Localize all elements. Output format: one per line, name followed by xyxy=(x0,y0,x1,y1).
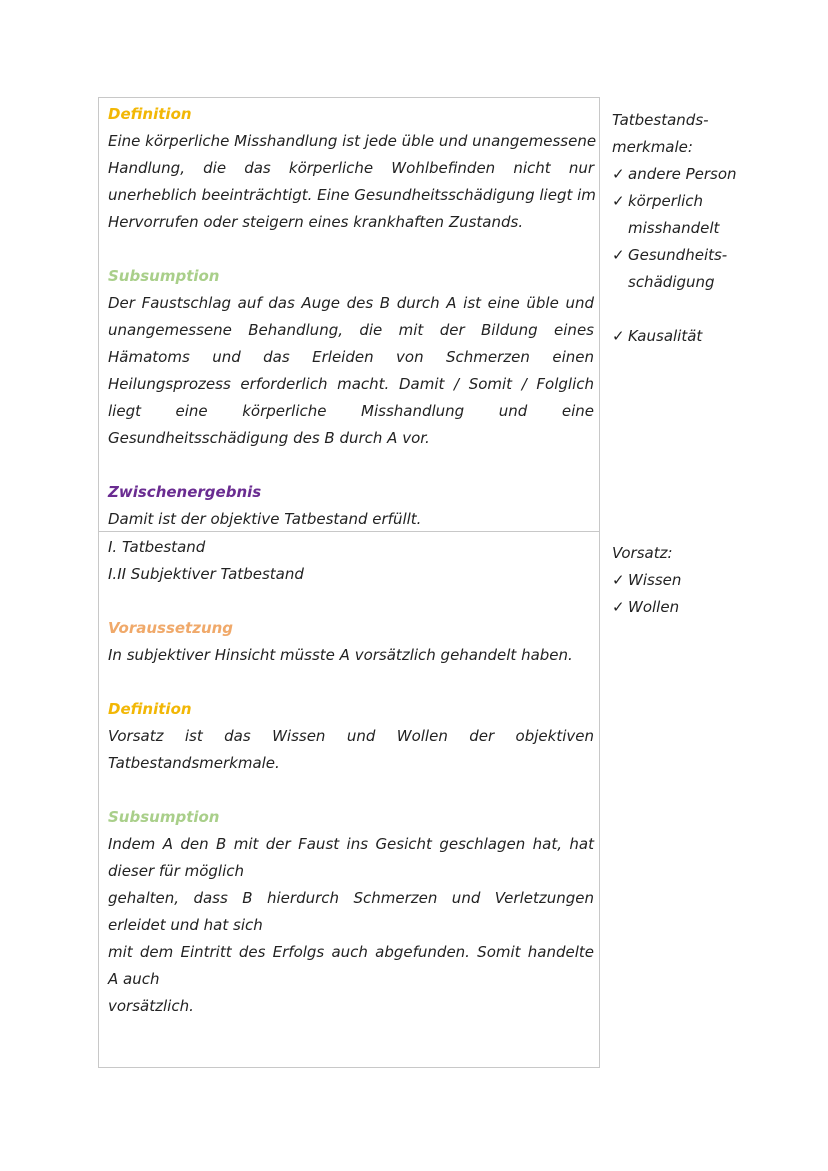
subsumption-line: A auch xyxy=(108,970,160,988)
row-divider xyxy=(99,531,599,532)
subsumption-line: liegt eine körperliche Misshandlung und eine xyxy=(108,402,594,420)
checklist-item: ✓ andere Person xyxy=(612,161,812,188)
voraussetzung-text: In subjektiver Hinsicht müsste A vorsätzlich gehandelt haben. xyxy=(108,646,573,664)
subsumption-heading: Subsumption xyxy=(108,267,220,285)
cell-objective xyxy=(108,101,597,533)
sidenote-tatbestandsmerkmale xyxy=(612,107,812,350)
definition-line: Handlung, die das körperliche Wohlbefinden nicht nur xyxy=(108,159,594,177)
voraussetzung-heading: Voraussetzung xyxy=(108,619,234,637)
subsumption-line: Indem A den B mit der Faust ins Gesicht geschlagen hat, hat xyxy=(108,835,594,853)
subsumption-line: Heilungsprozess erforderlich macht. Damit / Somit / Folglich xyxy=(108,375,594,393)
subsumption-line: mit dem Eintritt des Erfolgs auch abgefunden. Somit handelte xyxy=(108,943,594,961)
subsumption-heading: Subsumption xyxy=(108,808,220,826)
sidenote-title: Tatbestands- xyxy=(612,111,709,129)
subsumption-line: gehalten, dass B hierdurch Schmerzen und Verletzungen xyxy=(108,889,594,907)
definition-heading: Definition xyxy=(108,700,192,718)
checklist-item-continued: schädigung xyxy=(628,273,715,291)
sidenote-vorsatz xyxy=(612,540,812,621)
subsumption-line: Hämatoms und das Erleiden von Schmerzen einen xyxy=(108,348,594,366)
zwischenergebnis-text: Damit ist der objektive Tatbestand erfüllt. xyxy=(108,510,422,528)
checklist-item: ✓ Gesundheits- xyxy=(612,242,812,269)
definition-line: Hervorrufen oder steigern eines krankhaften Zustands. xyxy=(108,213,524,231)
definition-line: Tatbestandsmerkmale. xyxy=(108,754,280,772)
checklist-item: ✓ körperlich xyxy=(612,188,812,215)
checklist-item: ✓ Wissen xyxy=(612,567,812,594)
zwischenergebnis-heading: Zwischenergebnis xyxy=(108,483,262,501)
definition-line: Eine körperliche Misshandlung ist jede üble und unangemessene xyxy=(108,132,597,150)
outline-line: I. Tatbestand xyxy=(108,538,206,556)
checklist-item: ✓ Kausalität xyxy=(612,323,812,350)
sidenote-title: merkmale: xyxy=(612,138,693,156)
check-icon: ✓ xyxy=(612,598,625,616)
check-icon: ✓ xyxy=(612,192,625,210)
check-icon: ✓ xyxy=(612,165,625,183)
check-icon: ✓ xyxy=(612,246,625,264)
definition-line: Vorsatz ist das Wissen und Wollen der objektiven xyxy=(108,727,594,745)
subsumption-line: dieser für möglich xyxy=(108,862,245,880)
check-icon: ✓ xyxy=(612,327,625,345)
subsumption-line: unangemessene Behandlung, die mit der Bildung eines xyxy=(108,321,594,339)
cell-subjective xyxy=(108,534,594,1020)
check-icon: ✓ xyxy=(612,571,625,589)
definition-heading: Definition xyxy=(108,105,192,123)
checklist-item-continued: misshandelt xyxy=(628,219,720,237)
subsumption-line: erleidet und hat sich xyxy=(108,916,263,934)
checklist-item: ✓ Wollen xyxy=(612,594,812,621)
definition-line: unerheblich beeinträchtigt. Eine Gesundheitsschädigung liegt im xyxy=(108,186,596,204)
subsumption-line: Gesundheitsschädigung des B durch A vor. xyxy=(108,429,430,447)
subsumption-line: vorsätzlich. xyxy=(108,997,194,1015)
subsumption-line: Der Faustschlag auf das Auge des B durch A ist eine üble und xyxy=(108,294,594,312)
sidenote-title: Vorsatz: xyxy=(612,544,673,562)
outline-line: I.II Subjektiver Tatbestand xyxy=(108,565,304,583)
content-frame xyxy=(98,97,600,1068)
